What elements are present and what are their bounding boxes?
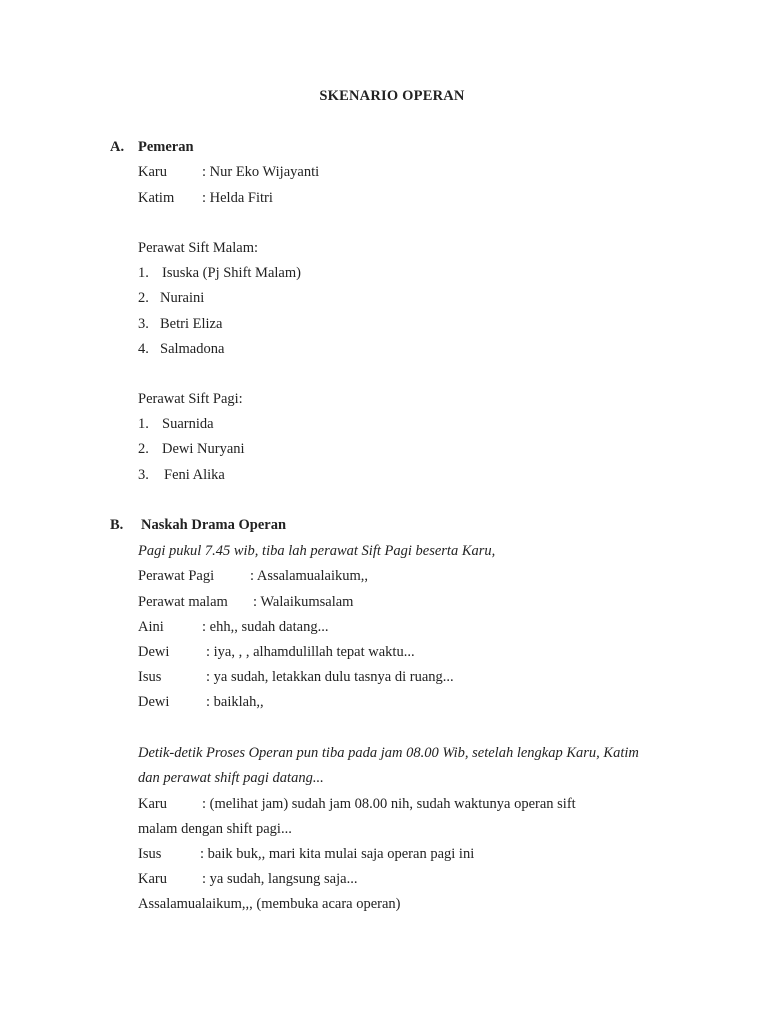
dialogue-speaker: Dewi bbox=[138, 644, 170, 660]
dialogue-text: : iya, , , alhamdulillah tepat waktu... bbox=[206, 644, 415, 660]
list-number: 1. bbox=[138, 416, 149, 432]
stage-direction: dan perawat shift pagi datang... bbox=[138, 770, 324, 786]
dialogue-text: : baik buk,, mari kita mulai saja operan pagi ini bbox=[200, 846, 475, 862]
dialogue-speaker: Dewi bbox=[138, 694, 170, 710]
list-number: 1. bbox=[138, 265, 149, 281]
list-number: 2. bbox=[138, 290, 149, 306]
dialogue-speaker: Karu bbox=[138, 871, 167, 887]
list-number: 4. bbox=[138, 341, 149, 357]
stage-direction: Pagi pukul 7.45 wib, tiba lah perawat Sift Pagi beserta Karu, bbox=[138, 543, 496, 559]
cast-value: : Helda Fitri bbox=[202, 190, 273, 206]
cast-role: Katim bbox=[138, 190, 175, 206]
dialogue-speaker: Perawat Pagi bbox=[138, 568, 215, 584]
section-a-letter: A. bbox=[110, 139, 125, 155]
list-item: Salmadona bbox=[160, 341, 225, 357]
list-number: 2. bbox=[138, 441, 149, 457]
list-item: Nuraini bbox=[160, 290, 205, 306]
list-number: 3. bbox=[138, 467, 149, 483]
dialogue-text: : ehh,, sudah datang... bbox=[202, 619, 329, 635]
section-b-letter: B. bbox=[110, 517, 124, 533]
list-number: 3. bbox=[138, 316, 149, 332]
cast-value: : Nur Eko Wijayanti bbox=[202, 164, 320, 180]
list-item: Feni Alika bbox=[164, 467, 225, 483]
closing-line: Assalamualaikum,,, (membuka acara operan) bbox=[138, 896, 401, 912]
dialogue-text: : baiklah,, bbox=[206, 694, 264, 710]
dialogue-text: : ya sudah, langsung saja... bbox=[202, 871, 358, 887]
dialogue-speaker: Isus bbox=[138, 669, 162, 685]
dialogue-speaker: Perawat malam bbox=[138, 594, 228, 610]
list-item: Suarnida bbox=[162, 416, 214, 432]
dialogue-speaker: Aini bbox=[138, 619, 164, 635]
section-b-heading: Naskah Drama Operan bbox=[141, 517, 287, 533]
section-a-heading: Pemeran bbox=[138, 139, 194, 155]
dialogue-text: : Walaikumsalam bbox=[253, 594, 354, 610]
dialogue-text: : (melihat jam) sudah jam 08.00 nih, sudah waktunya operan sift bbox=[202, 796, 576, 812]
morning-shift-heading: Perawat Sift Pagi: bbox=[138, 391, 243, 407]
dialogue-speaker: Karu bbox=[138, 796, 167, 812]
dialogue-text: : ya sudah, letakkan dulu tasnya di ruang... bbox=[206, 669, 454, 685]
dialogue-continuation: malam dengan shift pagi... bbox=[138, 821, 292, 837]
list-item: Isuska (Pj Shift Malam) bbox=[162, 265, 301, 281]
stage-direction: Detik-detik Proses Operan pun tiba pada jam 08.00 Wib, setelah lengkap Karu, Katim bbox=[138, 745, 639, 761]
cast-role: Karu bbox=[138, 164, 167, 180]
list-item: Dewi Nuryani bbox=[162, 441, 245, 457]
dialogue-speaker: Isus bbox=[138, 846, 162, 862]
dialogue-text: : Assalamualaikum,, bbox=[250, 568, 368, 584]
document-title: SKENARIO OPERAN bbox=[319, 88, 465, 104]
list-item: Betri Eliza bbox=[160, 316, 223, 332]
night-shift-heading: Perawat Sift Malam: bbox=[138, 240, 259, 256]
